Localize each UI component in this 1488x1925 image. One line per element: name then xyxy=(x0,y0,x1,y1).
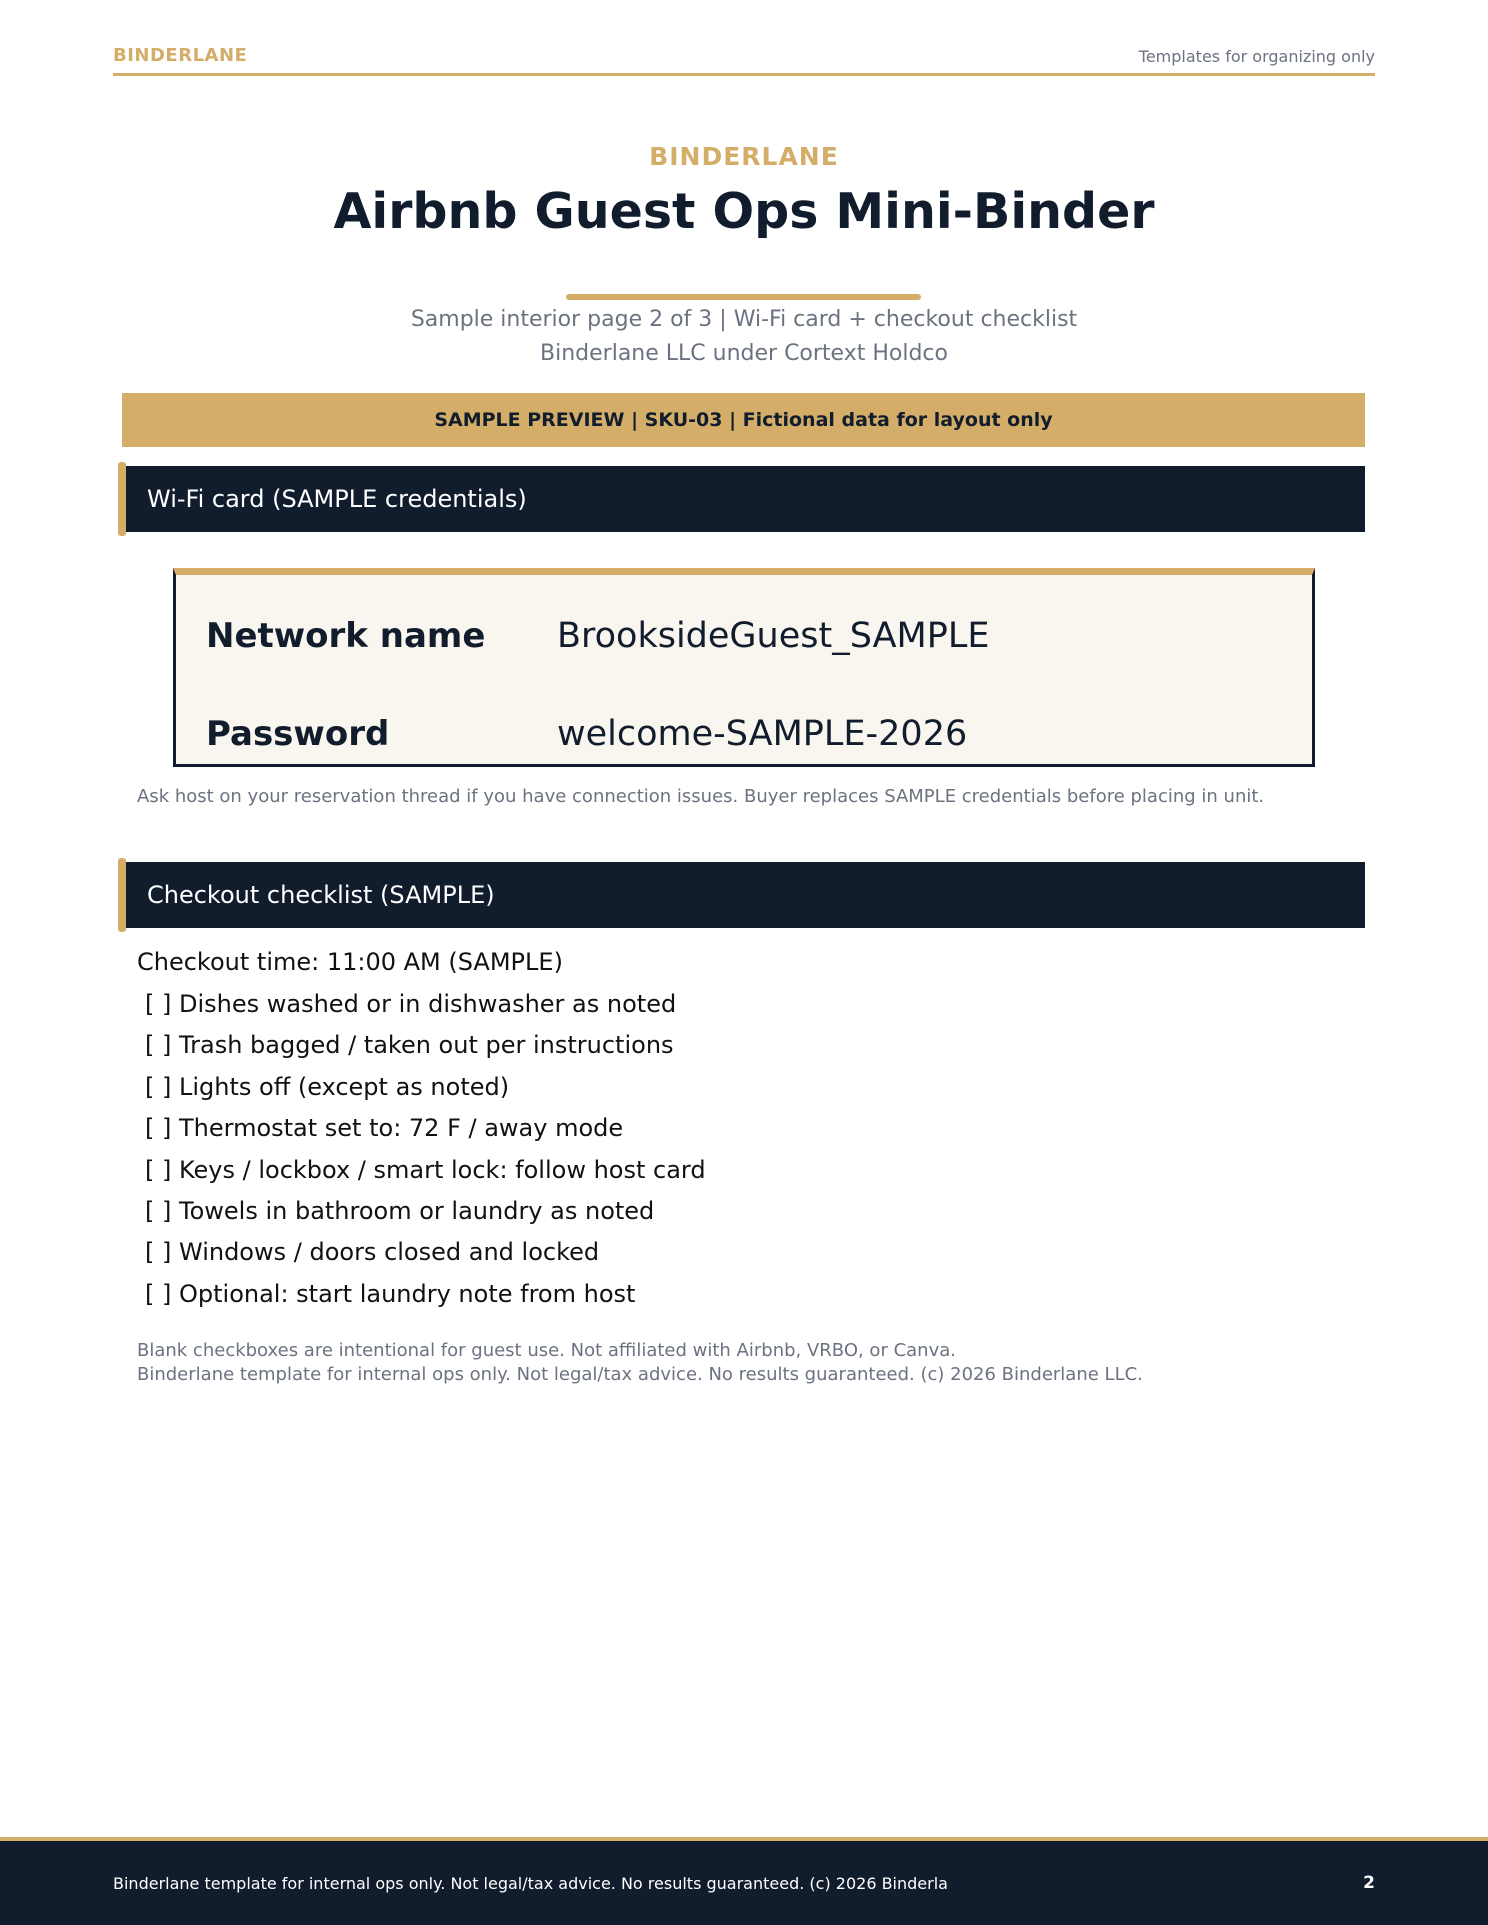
title-divider xyxy=(566,294,921,300)
checklist-item: [ ] Windows / doors closed and locked xyxy=(145,1238,600,1267)
footnote-line-1: Blank checkboxes are intentional for guest use. Not affiliated with Airbnb, VRBO, or Canva. xyxy=(137,1340,956,1361)
password-value: welcome-SAMPLE-2026 xyxy=(557,714,968,754)
checklist-item: [ ] Towels in bathroom or laundry as noted xyxy=(145,1196,655,1225)
wifi-note: Ask host on your reservation thread if you have connection issues. Buyer replaces SAMPLE credentials before placing in unit. xyxy=(137,786,1265,807)
page-number: 2 xyxy=(1363,1873,1375,1893)
section-accent xyxy=(118,462,126,536)
network-name-label: Network name xyxy=(206,616,486,656)
page-footer xyxy=(0,1837,1488,1925)
subtitle-line-1: Sample interior page 2 of 3 | Wi-Fi card + checkout checklist xyxy=(410,307,1078,332)
checkout-time: Checkout time: 11:00 AM (SAMPLE) xyxy=(137,948,563,976)
wifi-row-password xyxy=(206,709,1286,759)
section-header-checkout xyxy=(118,862,1365,928)
header-brand: BINDERLANE xyxy=(113,45,248,66)
checkout-checklist xyxy=(145,988,706,1319)
wifi-row-network xyxy=(206,611,1286,661)
page-title: Airbnb Guest Ops Mini-Binder xyxy=(333,183,1155,240)
checklist-item: [ ] Lights off (except as noted) xyxy=(145,1072,510,1101)
wifi-card xyxy=(173,568,1315,767)
footnote xyxy=(137,1339,1337,1387)
footer-disclaimer: Binderlane template for internal ops only. Not legal/tax advice. No results guaranteed. (c) 2026 Binderla xyxy=(113,1874,948,1893)
network-name-value: BrooksideGuest_SAMPLE xyxy=(557,616,990,656)
section-heading-checkout: Checkout checklist (SAMPLE) xyxy=(126,862,1365,928)
checklist-item: [ ] Trash bagged / taken out per instructions xyxy=(145,1031,674,1060)
section-accent xyxy=(118,858,126,932)
preview-banner: SAMPLE PREVIEW | SKU-03 | Fictional data for layout only xyxy=(122,393,1365,447)
password-label: Password xyxy=(206,714,390,754)
checklist-item: [ ] Optional: start laundry note from host xyxy=(145,1279,636,1308)
subtitle-line-2: Binderlane LLC under Cortext Holdco xyxy=(540,341,948,366)
title-block xyxy=(0,140,1488,244)
section-heading-wifi: Wi-Fi card (SAMPLE credentials) xyxy=(126,466,1365,532)
title-brand: BINDERLANE xyxy=(649,142,839,171)
section-header-wifi xyxy=(118,466,1365,532)
footnote-line-2: Binderlane template for internal ops only. Not legal/tax advice. No results guaranteed. (c) 2026 Binderlane LLC. xyxy=(137,1364,1143,1385)
checklist-item: [ ] Dishes washed or in dishwasher as noted xyxy=(145,990,677,1018)
header-tagline: Templates for organizing only xyxy=(1138,47,1375,66)
running-header xyxy=(113,42,1375,76)
subtitle-block xyxy=(0,303,1488,371)
checklist-item: [ ] Thermostat set to: 72 F / away mode xyxy=(145,1114,624,1143)
checklist-item: [ ] Keys / lockbox / smart lock: follow host card xyxy=(145,1155,706,1184)
